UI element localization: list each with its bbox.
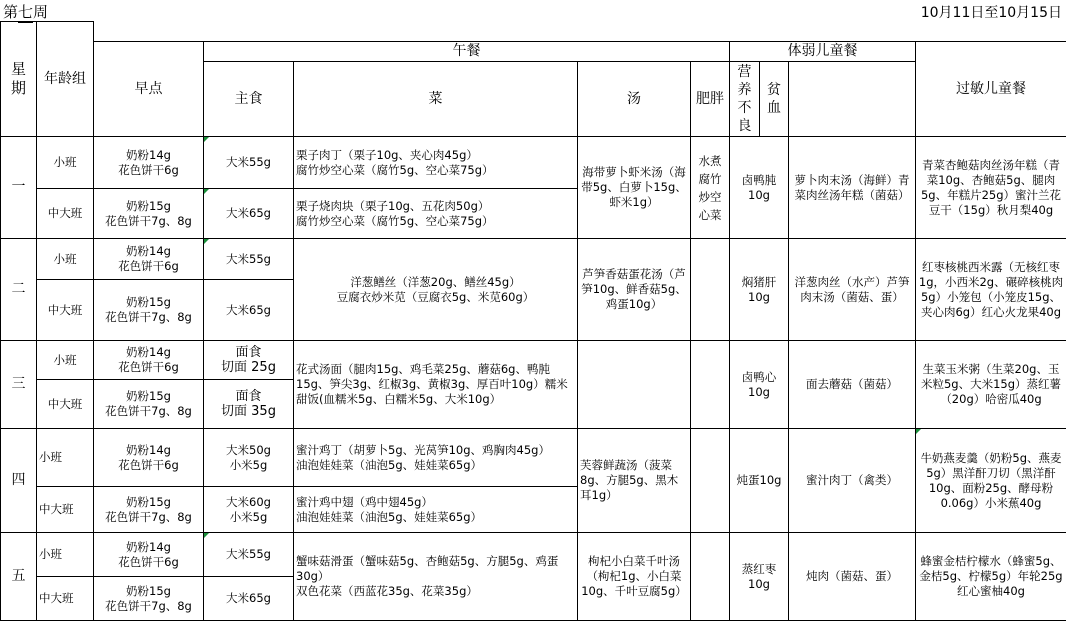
age-group-cell: 小班	[37, 137, 94, 189]
obese-cell: 水煮腐竹炒空心菜	[691, 137, 730, 239]
dish-cell: 蜜汁鸡丁（胡萝卜5g、光莴笋10g、鸡胸肉45g） 油泡娃娃菜（油泡5g、娃娃菜65g）	[294, 429, 578, 487]
age-group-cell: 中大班	[37, 487, 94, 533]
age-group-cell: 小班	[37, 239, 94, 280]
age-group-cell: 中大班	[37, 280, 94, 341]
breakfast-cell: 奶粉14g 花色饼干6g	[94, 239, 204, 280]
date-range: 10月11日至10月15日	[920, 5, 1062, 21]
obese-cell	[691, 239, 730, 341]
breakfast-cell: 奶粉15g 花色饼干7g、8g	[94, 487, 204, 533]
week-prefix: 第	[3, 3, 19, 21]
weekday-cell: 五	[1, 533, 37, 621]
anemia-cell: 焖猪肝10g	[730, 239, 789, 341]
soup-cell	[578, 341, 691, 429]
dish-cell: 花式汤面（腿肉15g、鸡毛菜25g、蘑菇6g、鸭肫15g、笋尖3g、红椒3g、黄椒3g、厚百叶10g）糯米甜饭(血糯米5g、白糯米5g、大米10g）	[294, 341, 578, 429]
staple-cell: 大米55g	[204, 533, 294, 577]
table-row	[1, 429, 1066, 487]
header-breakfast: 早点	[94, 42, 204, 137]
allergy-cell: 面去蘑菇（菌菇）	[789, 341, 916, 429]
breakfast-cell: 奶粉15g 花色饼干7g、8g	[94, 189, 204, 239]
soup-cell: 枸杞小白菜千叶汤（枸杞1g、小白菜10g、千叶豆腐5g）	[578, 533, 691, 621]
snack-cell: 生菜玉米粥（生菜20g、玉米粒5g、大米15g）蒸红薯（20g）哈密瓜40g	[916, 341, 1066, 429]
dish-cell: 洋葱鳝丝（洋葱20g、鳝丝45g） 豆腐衣炒米苋（豆腐衣5g、米苋60g）	[294, 239, 578, 341]
age-group-cell: 小班	[37, 429, 94, 487]
table-row	[1, 137, 1066, 189]
anemia-cell: 卤鸭肫10g	[730, 137, 789, 239]
staple-cell: 大米50g 小米5g	[204, 429, 294, 487]
breakfast-cell: 奶粉14g 花色饼干6g	[94, 533, 204, 577]
dish-cell: 蟹味菇滑蛋（蟹味菇5g、杏鲍菇5g、方腿5g、鸡蛋30g） 双色花菜（西蓝花35g、花菜35g）	[294, 533, 578, 621]
anemia-cell: 卤鸭心10g	[730, 341, 789, 429]
obese-cell	[691, 533, 730, 621]
header-spacer	[94, 22, 1066, 42]
table-row	[1, 341, 1066, 380]
snack-cell: 青菜杏鲍菇肉丝汤年糕（青菜10g、杏鲍菇5g、腿肉5g、年糕片25g）蜜汁兰花豆干（15g）秋月梨40g	[916, 137, 1066, 239]
snack-cell: 牛奶燕麦羹（奶粉5g、燕麦5g）黑洋酐刀切（黑洋酐10g、面粉25g、酵母粉0.06g）小米蕉40g	[916, 429, 1066, 533]
header-soup: 汤	[578, 62, 691, 137]
breakfast-cell: 奶粉14g 花色饼干6g	[94, 341, 204, 380]
weekday-cell: 二	[1, 239, 37, 341]
weekday-cell: 一	[1, 137, 37, 239]
anemia-cell: 炖蛋10g	[730, 429, 789, 533]
weekly-menu-table	[0, 21, 1066, 621]
staple-cell: 面食 切面 25g	[204, 341, 294, 380]
age-group-cell: 中大班	[37, 189, 94, 239]
age-group-cell: 小班	[37, 341, 94, 380]
allergy-cell: 萝卜肉末汤（海鲜）青菜肉丝汤年糕（菌菇）	[789, 137, 916, 239]
staple-cell: 大米55g	[204, 239, 294, 280]
soup-cell: 芙蓉鲜蔬汤（菠菜8g、方腿5g、黑木耳1g）	[578, 429, 691, 533]
snack-cell: 蜂蜜金桔柠檬水（蜂蜜5g、金桔5g、柠檬5g）年轮25g红心蜜柚40g	[916, 533, 1066, 621]
staple-cell: 大米60g 小米5g	[204, 487, 294, 533]
breakfast-cell: 奶粉14g 花色饼干6g	[94, 429, 204, 487]
allergy-cell: 蜜汁肉丁（禽类）	[789, 429, 916, 533]
age-group-cell: 中大班	[37, 577, 94, 621]
allergy-cell: 洋葱肉丝（水产）芦笋肉末汤（菌菇、蛋）	[789, 239, 916, 341]
weekday-cell: 三	[1, 341, 37, 429]
table-row	[1, 533, 1066, 577]
header-allergy: 过敏儿童餐	[916, 42, 1066, 137]
anemia-cell: 蒸红枣10g	[730, 533, 789, 621]
breakfast-cell: 奶粉15g 花色饼干7g、8g	[94, 280, 204, 341]
allergy-cell: 炖肉（菌菇、蛋）	[789, 533, 916, 621]
header-age-group: 年龄组	[37, 22, 94, 137]
dish-cell: 栗子烧肉块（栗子10g、五花肉50g） 腐竹炒空心菜（腐竹5g、空心菜75g）	[294, 189, 578, 239]
breakfast-cell: 奶粉15g 花色饼干7g、8g	[94, 577, 204, 621]
breakfast-cell: 奶粉15g 花色饼干7g、8g	[94, 380, 204, 429]
soup-cell: 芦笋香菇蛋花汤（芦笋10g、鲜香菇5g、鸡蛋10g）	[578, 239, 691, 341]
header-staple: 主食	[204, 62, 294, 137]
age-group-cell: 小班	[37, 533, 94, 577]
soup-cell: 海带萝卜虾米汤（海带5g、白萝卜15g、虾米1g）	[578, 137, 691, 239]
staple-cell: 大米65g	[204, 280, 294, 341]
header-anemia: 贫血	[760, 62, 789, 137]
staple-cell: 大米65g	[204, 189, 294, 239]
header-weak-children: 体弱儿童餐	[730, 42, 916, 62]
header-weekday: 星期	[1, 22, 37, 137]
week-label	[3, 1, 48, 23]
header-malnutrition: 营养不良	[730, 62, 760, 137]
obese-cell	[691, 429, 730, 533]
week-suffix: 周	[33, 3, 49, 21]
staple-cell: 大米65g	[204, 577, 294, 621]
snack-cell: 红枣核桃西米露（无核红枣1g，小西米2g、碾碎核桃肉5g）小笼包（小笼皮15g、夹心肉6g）红心火龙果40g	[916, 239, 1066, 341]
staple-cell: 大米55g	[204, 137, 294, 189]
age-group-cell: 中大班	[37, 380, 94, 429]
breakfast-cell: 奶粉14g 花色饼干6g	[94, 137, 204, 189]
staple-cell: 面食 切面 35g	[204, 380, 294, 429]
week-number: 七	[18, 3, 34, 21]
header-obese: 肥胖	[691, 62, 730, 137]
weekday-cell: 四	[1, 429, 37, 533]
dish-cell: 栗子肉丁（栗子10g、夹心肉45g） 腐竹炒空心菜（腐竹5g、空心菜75g）	[294, 137, 578, 189]
obese-cell	[691, 341, 730, 429]
dish-cell: 蜜汁鸡中翅（鸡中翅45g） 油泡娃娃菜（油泡5g、娃娃菜65g）	[294, 487, 578, 533]
table-row	[1, 239, 1066, 280]
title-bar	[0, 0, 1066, 22]
header-dish: 菜	[294, 62, 578, 137]
header-lunch: 午餐	[204, 42, 730, 62]
